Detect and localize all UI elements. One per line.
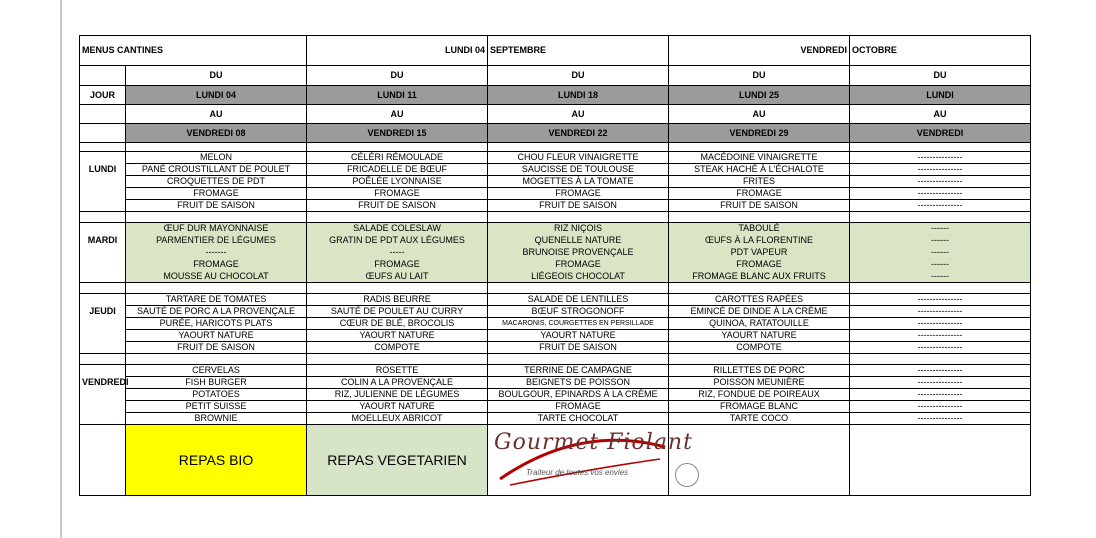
- empty-cell: [488, 283, 669, 294]
- menu-row: [80, 235, 1031, 247]
- footer-row: [80, 425, 1031, 496]
- dish-cell: RIZ, JULIENNE DE LÉGUMES: [307, 389, 488, 401]
- au-label: AU: [850, 105, 1031, 124]
- dish-cell: PDT VAPEUR: [669, 247, 850, 259]
- menu-row: [80, 164, 1031, 176]
- dish-cell: BEIGNETS DE POISSON: [488, 377, 669, 389]
- menu-row: [80, 223, 1031, 235]
- empty-cell: [126, 143, 307, 152]
- menu-row: [80, 294, 1031, 306]
- dish-cell: ---------------: [850, 152, 1031, 164]
- au-label: AU: [488, 105, 669, 124]
- dish-cell: FROMAGE: [126, 188, 307, 200]
- dish-cell: SAUTÉ DE PORC A LA PROVENÇALE: [126, 306, 307, 318]
- dish-cell: GRATIN DE PDT AUX LÉGUMES: [307, 235, 488, 247]
- dish-cell: ---------------: [850, 401, 1031, 413]
- logo-name: Gourmet Fiolant: [494, 430, 693, 455]
- empty-cell: [669, 354, 850, 365]
- day-label-cell: [80, 223, 126, 235]
- jour-label: JOUR: [80, 86, 126, 105]
- menu-row: [80, 176, 1031, 188]
- empty-cell: [126, 283, 307, 294]
- dish-cell: ------: [850, 259, 1031, 271]
- du-label: DU: [126, 66, 307, 86]
- dish-cell: SAUCISSE DE TOULOUSE: [488, 164, 669, 176]
- day-label-cell: MARDI: [80, 235, 126, 247]
- day-label-cell: [80, 342, 126, 354]
- seal-cell: [669, 425, 850, 496]
- dish-cell: CÉLÉRI RÉMOULADE: [307, 152, 488, 164]
- dish-cell: TARTARE DE TOMATES: [126, 294, 307, 306]
- dish-cell: FROMAGE: [126, 259, 307, 271]
- dish-cell: TABOULÉ: [669, 223, 850, 235]
- spacer-row: [80, 283, 1031, 294]
- du-label: DU: [850, 66, 1031, 86]
- menu-row: [80, 342, 1031, 354]
- menu-row: [80, 413, 1031, 425]
- dish-cell: BRUNOISE PROVENÇALE: [488, 247, 669, 259]
- dish-cell: RADIS BEURRE: [307, 294, 488, 306]
- dish-cell: FRUIT DE SAISON: [669, 200, 850, 212]
- dish-cell: ---------------: [850, 318, 1031, 330]
- empty-cell: [307, 212, 488, 223]
- dish-cell: FRUIT DE SAISON: [307, 200, 488, 212]
- date-end-month: OCTOBRE: [850, 36, 1031, 66]
- empty-cell: [669, 143, 850, 152]
- dish-cell: ROSETTE: [307, 365, 488, 377]
- dish-cell: PARMENTIER DE LÉGUMES: [126, 235, 307, 247]
- dish-cell: YAOURT NATURE: [488, 330, 669, 342]
- dish-cell: POÊLÉE LYONNAISE: [307, 176, 488, 188]
- empty-cell: [307, 143, 488, 152]
- menu-row: [80, 271, 1031, 283]
- au-label: AU: [669, 105, 850, 124]
- week-end-date: VENDREDI 29: [669, 124, 850, 143]
- menu-row: [80, 318, 1031, 330]
- dish-cell: FROMAGE: [488, 188, 669, 200]
- dish-cell: ŒUF DUR MAYONNAISE: [126, 223, 307, 235]
- dish-cell: ---------------: [850, 330, 1031, 342]
- dish-cell: PETIT SUISSE: [126, 401, 307, 413]
- day-label-cell: [80, 152, 126, 164]
- dish-cell: TARTE COCO: [669, 413, 850, 425]
- date-start: LUNDI 04: [307, 36, 488, 66]
- empty-cell: [307, 283, 488, 294]
- week-end-date: VENDREDI 22: [488, 124, 669, 143]
- dish-cell: ---------------: [850, 200, 1031, 212]
- empty-cell: [488, 354, 669, 365]
- dish-cell: PURÉE, HARICOTS PLATS: [126, 318, 307, 330]
- dish-cell: FROMAGE: [669, 259, 850, 271]
- dish-cell: FISH BURGER: [126, 377, 307, 389]
- page-edge-line: [60, 0, 62, 538]
- logo-tagline: Traiteur de toutes vos envies: [526, 468, 629, 477]
- dish-cell: FROMAGE BLANC AUX FRUITS: [669, 271, 850, 283]
- dish-cell: ------: [850, 223, 1031, 235]
- dish-cell: CAROTTES RAPÉES: [669, 294, 850, 306]
- empty-cell: [669, 212, 850, 223]
- dish-cell: -------: [126, 247, 307, 259]
- day-label-cell: JEUDI: [80, 306, 126, 318]
- day-label-cell: [80, 176, 126, 188]
- menu-row: [80, 247, 1031, 259]
- caterer-logo: [488, 425, 693, 496]
- week-start-date: LUNDI 18: [488, 86, 669, 105]
- dish-cell: POISSON MEUNIÈRE: [669, 377, 850, 389]
- dish-cell: FRICADELLE DE BŒUF: [307, 164, 488, 176]
- day-label-cell: [80, 413, 126, 425]
- dish-cell: QUINOA, RATATOUILLE: [669, 318, 850, 330]
- dish-cell: ---------------: [850, 294, 1031, 306]
- empty-cell: [850, 354, 1031, 365]
- empty-cell: [80, 143, 126, 152]
- dish-cell: QUENELLE NATURE: [488, 235, 669, 247]
- day-label-cell: VENDREDI: [80, 377, 126, 389]
- dish-cell: SALADE DE LENTILLES: [488, 294, 669, 306]
- menu-row: [80, 306, 1031, 318]
- week-start-row: [80, 86, 1031, 105]
- week-end-date: VENDREDI 15: [307, 124, 488, 143]
- week-start-date: LUNDI: [850, 86, 1031, 105]
- dish-cell: TERRINE DE CAMPAGNE: [488, 365, 669, 377]
- day-label-cell: [80, 188, 126, 200]
- dish-cell: YAOURT NATURE: [126, 330, 307, 342]
- dish-cell: SALADE COLESLAW: [307, 223, 488, 235]
- dish-cell: FROMAGE BLANC: [669, 401, 850, 413]
- menu-row: [80, 152, 1031, 164]
- dish-cell: CERVELAS: [126, 365, 307, 377]
- week-end-row: [80, 124, 1031, 143]
- day-label-cell: [80, 330, 126, 342]
- spacer-row: [80, 143, 1031, 152]
- dish-cell: ---------------: [850, 188, 1031, 200]
- dish-cell: -----: [307, 247, 488, 259]
- au-row: [80, 105, 1031, 124]
- dish-cell: ŒUFS À LA FLORENTINE: [669, 235, 850, 247]
- dish-cell: CHOU FLEUR VINAIGRETTE: [488, 152, 669, 164]
- dish-cell: YAOURT NATURE: [307, 401, 488, 413]
- dish-cell: FROMAGE: [307, 188, 488, 200]
- empty-cell: [80, 425, 126, 496]
- dish-cell: FROMAGE: [669, 188, 850, 200]
- menu-row: [80, 401, 1031, 413]
- title-row: [80, 36, 1031, 66]
- dish-cell: COMPOTE: [307, 342, 488, 354]
- dish-cell: BROWNIE: [126, 413, 307, 425]
- dish-cell: COLIN A LA PROVENÇALE: [307, 377, 488, 389]
- menu-row: [80, 389, 1031, 401]
- spacer-row: [80, 212, 1031, 223]
- menu-row: [80, 188, 1031, 200]
- day-label-cell: [80, 294, 126, 306]
- empty-cell: [80, 283, 126, 294]
- seal-icon: [675, 463, 699, 487]
- menu-row: [80, 200, 1031, 212]
- empty-cell: [80, 66, 126, 86]
- dish-cell: CROQUETTES DE PDT: [126, 176, 307, 188]
- empty-cell: [669, 283, 850, 294]
- dish-cell: ŒUFS AU LAIT: [307, 271, 488, 283]
- repas-bio-legend: REPAS BIO: [126, 425, 307, 496]
- date-start-month: SEPTEMBRE: [488, 36, 669, 66]
- dish-cell: MACÉDOINE VINAIGRETTE: [669, 152, 850, 164]
- dish-cell: ---------------: [850, 389, 1031, 401]
- empty-cell: [80, 105, 126, 124]
- dish-cell: ---------------: [850, 164, 1031, 176]
- du-label: DU: [307, 66, 488, 86]
- day-label-cell: [80, 271, 126, 283]
- du-row: [80, 66, 1031, 86]
- menu-row: [80, 377, 1031, 389]
- menu-row: [80, 330, 1031, 342]
- dish-cell: RILLETTES DE PORC: [669, 365, 850, 377]
- dish-cell: RIZ, FONDUE DE POIREAUX: [669, 389, 850, 401]
- dish-cell: FRUIT DE SAISON: [126, 342, 307, 354]
- day-label-cell: [80, 200, 126, 212]
- week-end-date: VENDREDI: [850, 124, 1031, 143]
- dish-cell: STEAK HACHÉ À L'ÉCHALOTE: [669, 164, 850, 176]
- dish-cell: ---------------: [850, 413, 1031, 425]
- dish-cell: YAOURT NATURE: [307, 330, 488, 342]
- repas-vegetarien-legend: REPAS VEGETARIEN: [307, 425, 488, 496]
- dish-cell: SAUTÉ DE POULET AU CURRY: [307, 306, 488, 318]
- empty-cell: [850, 212, 1031, 223]
- dish-cell: ---------------: [850, 377, 1031, 389]
- dish-cell: COMPOTE: [669, 342, 850, 354]
- dish-cell: ------: [850, 235, 1031, 247]
- empty-cell: [80, 124, 126, 143]
- dish-cell: YAOURT NATURE: [669, 330, 850, 342]
- spacer-row: [80, 354, 1031, 365]
- empty-cell: [126, 212, 307, 223]
- dish-cell: ---------------: [850, 365, 1031, 377]
- dish-cell: ---------------: [850, 176, 1031, 188]
- day-label-cell: [80, 259, 126, 271]
- du-label: DU: [488, 66, 669, 86]
- empty-cell: [850, 425, 1031, 496]
- dish-cell: ------: [850, 271, 1031, 283]
- dish-cell: MOGETTES À LA TOMATE: [488, 176, 669, 188]
- dish-cell: FROMAGE: [307, 259, 488, 271]
- dish-cell: CŒUR DE BLÉ, BROCOLIS: [307, 318, 488, 330]
- du-label: DU: [669, 66, 850, 86]
- dish-cell: MOELLEUX ABRICOT: [307, 413, 488, 425]
- empty-cell: [307, 354, 488, 365]
- week-start-date: LUNDI 11: [307, 86, 488, 105]
- dish-cell: ---------------: [850, 306, 1031, 318]
- dish-cell: FROMAGE: [488, 259, 669, 271]
- menu-row: [80, 365, 1031, 377]
- dish-cell: ------: [850, 247, 1031, 259]
- dish-cell: FRUIT DE SAISON: [488, 342, 669, 354]
- dish-cell: MACARONIS, COURGETTES EN PERSILLADE: [488, 318, 669, 330]
- empty-cell: [488, 212, 669, 223]
- dish-cell: TARTE CHOCOLAT: [488, 413, 669, 425]
- dish-cell: EMINCÉ DE DINDE À LA CRÈME: [669, 306, 850, 318]
- day-label-cell: [80, 389, 126, 401]
- dish-cell: FRUIT DE SAISON: [488, 200, 669, 212]
- empty-cell: [850, 283, 1031, 294]
- week-start-date: LUNDI 25: [669, 86, 850, 105]
- dish-cell: PANÉ CROUSTILLANT DE POULET: [126, 164, 307, 176]
- day-label-cell: [80, 365, 126, 377]
- dish-cell: BŒUF STROGONOFF: [488, 306, 669, 318]
- menu-table: [79, 35, 1031, 496]
- menu-row: [80, 259, 1031, 271]
- dish-cell: MOUSSE AU CHOCOLAT: [126, 271, 307, 283]
- week-start-date: LUNDI 04: [126, 86, 307, 105]
- day-label-cell: LUNDI: [80, 164, 126, 176]
- day-label-cell: [80, 401, 126, 413]
- day-label-cell: [80, 318, 126, 330]
- dish-cell: FRITES: [669, 176, 850, 188]
- dish-cell: MELON: [126, 152, 307, 164]
- date-end: VENDREDI: [669, 36, 850, 66]
- dish-cell: RIZ NIÇOIS: [488, 223, 669, 235]
- dish-cell: POTATOES: [126, 389, 307, 401]
- day-label-cell: [80, 247, 126, 259]
- au-label: AU: [307, 105, 488, 124]
- dish-cell: LIÉGEOIS CHOCOLAT: [488, 271, 669, 283]
- empty-cell: [126, 354, 307, 365]
- empty-cell: [488, 143, 669, 152]
- empty-cell: [80, 212, 126, 223]
- empty-cell: [80, 354, 126, 365]
- au-label: AU: [126, 105, 307, 124]
- page-title: MENUS CANTINES: [80, 36, 307, 66]
- empty-cell: [850, 143, 1031, 152]
- dish-cell: FROMAGE: [488, 401, 669, 413]
- dish-cell: BOULGOUR, EPINARDS À LA CRÈME: [488, 389, 669, 401]
- dish-cell: FRUIT DE SAISON: [126, 200, 307, 212]
- dish-cell: ---------------: [850, 342, 1031, 354]
- week-end-date: VENDREDI 08: [126, 124, 307, 143]
